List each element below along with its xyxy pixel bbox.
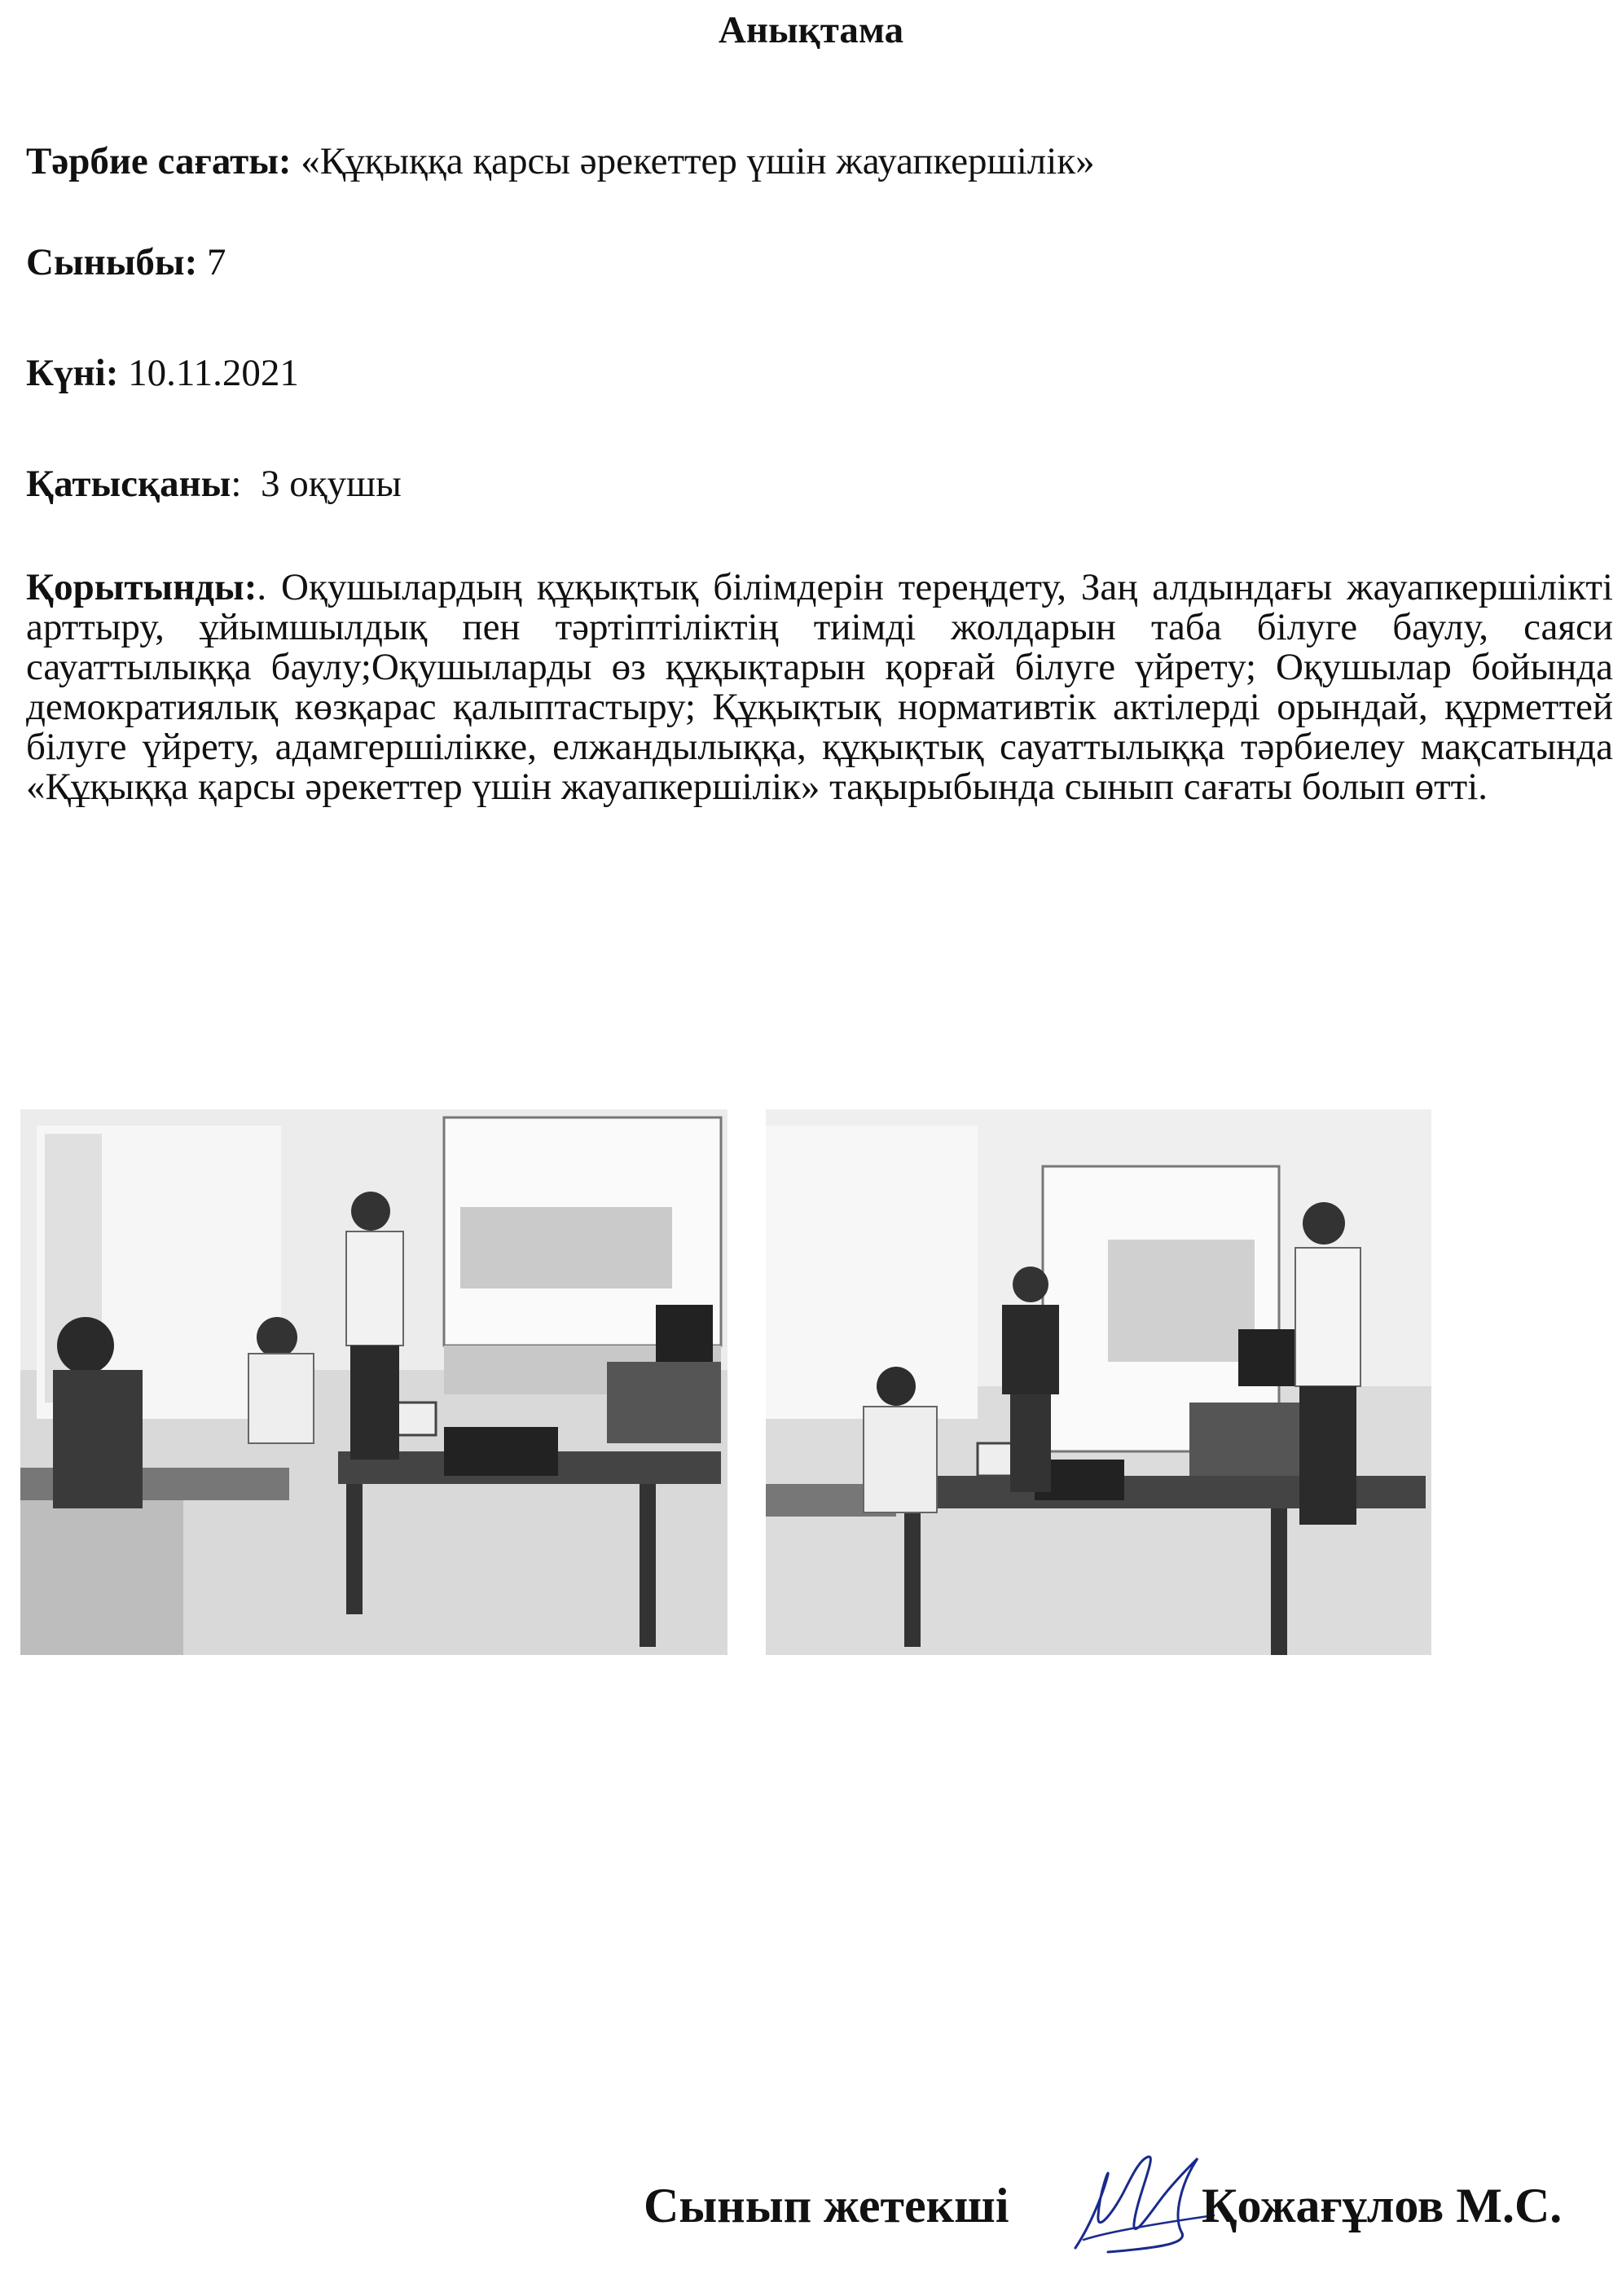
signature-row <box>0 2142 1622 2256</box>
conclusion-paragraph <box>26 568 1613 807</box>
classroom-photo-1 <box>20 1109 727 1655</box>
date-line <box>26 349 299 397</box>
topic-label: Тәрбие сағаты: <box>26 140 292 182</box>
class-line <box>26 238 226 287</box>
attended-sep: : <box>231 463 242 505</box>
supervisor-name: Қожағұлов М.С. <box>1202 2179 1563 2232</box>
date-label: Күні: <box>26 352 119 394</box>
topic-line <box>26 137 1095 186</box>
attended-label: Қатысқаны <box>26 463 231 505</box>
class-value: 7 <box>207 241 226 283</box>
conclusion-label: Қорытынды: <box>26 566 257 608</box>
date-value: 10.11.2021 <box>128 352 299 394</box>
classroom-photo-2 <box>766 1109 1431 1655</box>
conclusion-text: . Оқушылардың құқықтық білімдерін тереңдету, Заң алдындағы жауапкершілікті арттыру, ұйымшылдық пен тәртіптіліктің тиімді жолдарын таба білуге баулу, саяси сауаттылыққа баулу;Оқушыларды өз құқықтарын қорғай білуге үйрету; Оқушылар бойында демократиялық көзқарас қалыптастыру; Құқықтық нормативтік актілерді орындай, құрметтей білуге үйрету, адамгершілікке, елжандылыққа, құқықтық сауаттылыққа тәрбиелеу мақсатында «Құқыққа қарсы әрекеттер үшін жауапкершілік» тақырыбында сынып сағаты болып өтті. <box>26 566 1613 808</box>
attended-value: 3 оқушы <box>260 463 402 505</box>
attended-line <box>26 459 402 508</box>
classroom-photo-2-image <box>766 1109 1431 1655</box>
supervisor-role: Сынып жетекші <box>644 2179 1009 2232</box>
classroom-photo-1-image <box>20 1109 727 1655</box>
document-title: Анықтама <box>718 9 904 51</box>
class-label: Сыныбы: <box>26 241 198 283</box>
topic-value: «Құқыққа қарсы әрекеттер үшін жауапкершілік» <box>301 140 1095 182</box>
